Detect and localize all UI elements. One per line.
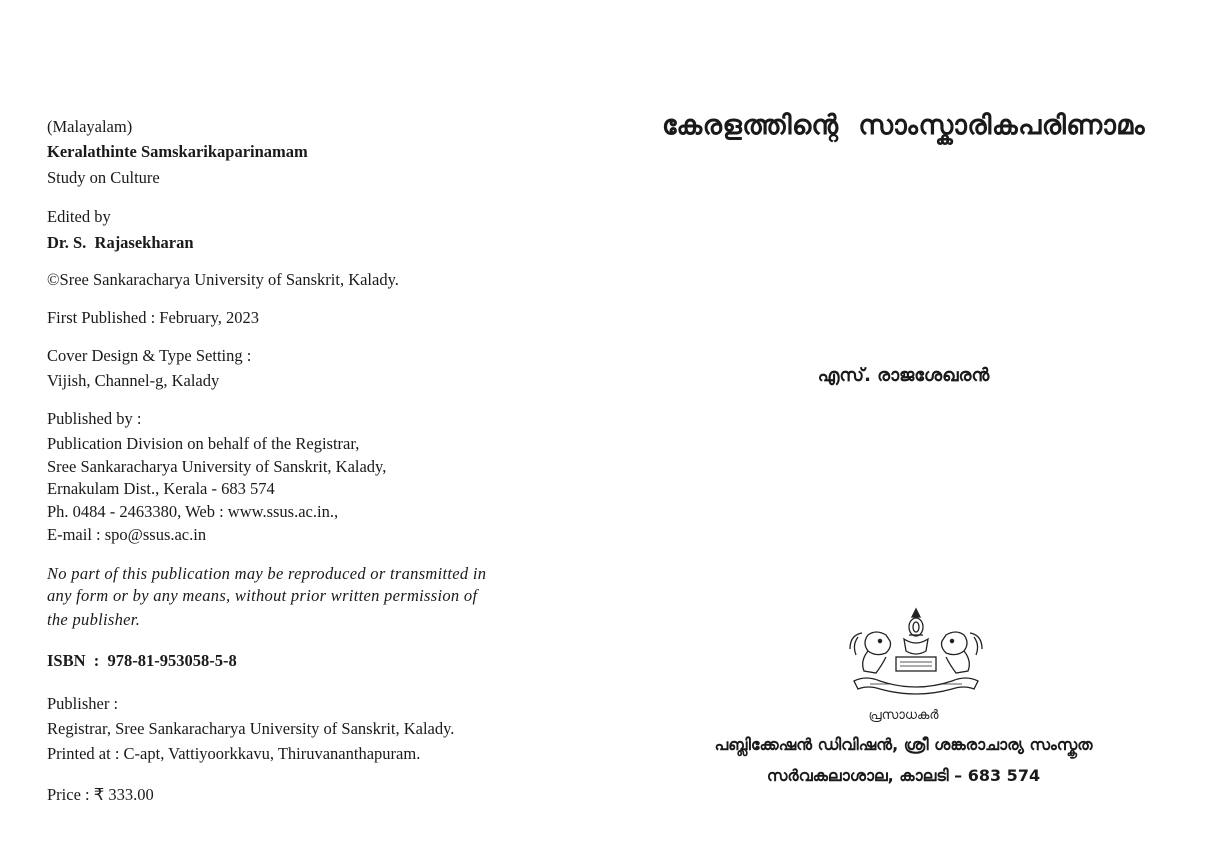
editor-name: Dr. S. Rajasekharan xyxy=(47,233,194,252)
published-by-line: Sree Sankaracharya University of Sanskrit, Kalady, xyxy=(47,457,387,476)
rights-notice-line: any form or by any means, without prior written permission of xyxy=(47,586,478,605)
book-title-malayalam: കേരളത്തിന്റെ സാംസ്കാരികപരിണാമം xyxy=(661,110,1146,141)
first-published-line: First Published : February, 2023 xyxy=(47,308,260,327)
book-subtitle: Study on Culture xyxy=(47,168,160,187)
title-page xyxy=(600,0,1207,854)
publisher-address-malayalam: സർവകലാശാല, കാലടി – 683 574 xyxy=(766,766,1041,785)
published-by-email: E-mail : spo@ssus.ac.in xyxy=(47,525,207,544)
printed-at-line: Printed at : C-apt, Vattiyoorkkavu, Thiruvananthapuram. xyxy=(47,744,421,763)
price-line: Price : ₹ 333.00 xyxy=(47,785,154,804)
published-by-line: Ph. 0484 - 2463380, Web : www.ssus.ac.in., xyxy=(47,502,339,521)
publisher-line-malayalam: പബ്ലിക്കേഷൻ ഡിവിഷൻ, ശ്രീ ശങ്കരാചാര്യ സംസ്കൃത xyxy=(714,735,1093,754)
language-note: (Malayalam) xyxy=(47,117,133,136)
cover-design-label: Cover Design & Type Setting : xyxy=(47,346,252,365)
published-by-line: Ernakulam Dist., Kerala - 683 574 xyxy=(47,479,275,498)
imprint-page xyxy=(0,0,600,854)
isbn-line: ISBN : 978-81-953058-5-8 xyxy=(47,651,237,670)
publisher-value: Registrar, Sree Sankaracharya University of Sanskrit, Kalady. xyxy=(47,719,455,738)
author-name-malayalam: എസ്. രാജശേഖരൻ xyxy=(817,365,990,386)
published-by-label: Published by : xyxy=(47,409,142,428)
copyright-line: ©Sree Sankaracharya University of Sanskrit, Kalady. xyxy=(47,270,399,289)
rights-notice-line: the publisher. xyxy=(47,610,141,629)
edited-by-label: Edited by xyxy=(47,207,111,226)
book-title-english: Keralathinte Samskarikaparinamam xyxy=(47,142,308,161)
publisher-label: Publisher : xyxy=(47,694,119,713)
published-by-line: Publication Division on behalf of the Registrar, xyxy=(47,434,360,453)
university-emblem-icon xyxy=(846,605,986,697)
cover-design-value: Vijish, Channel-g, Kalady xyxy=(47,371,220,390)
rights-notice-line: No part of this publication may be reproduced or transmitted in xyxy=(47,564,487,583)
publisher-label-malayalam: പ്രസാധകർ xyxy=(868,708,939,723)
